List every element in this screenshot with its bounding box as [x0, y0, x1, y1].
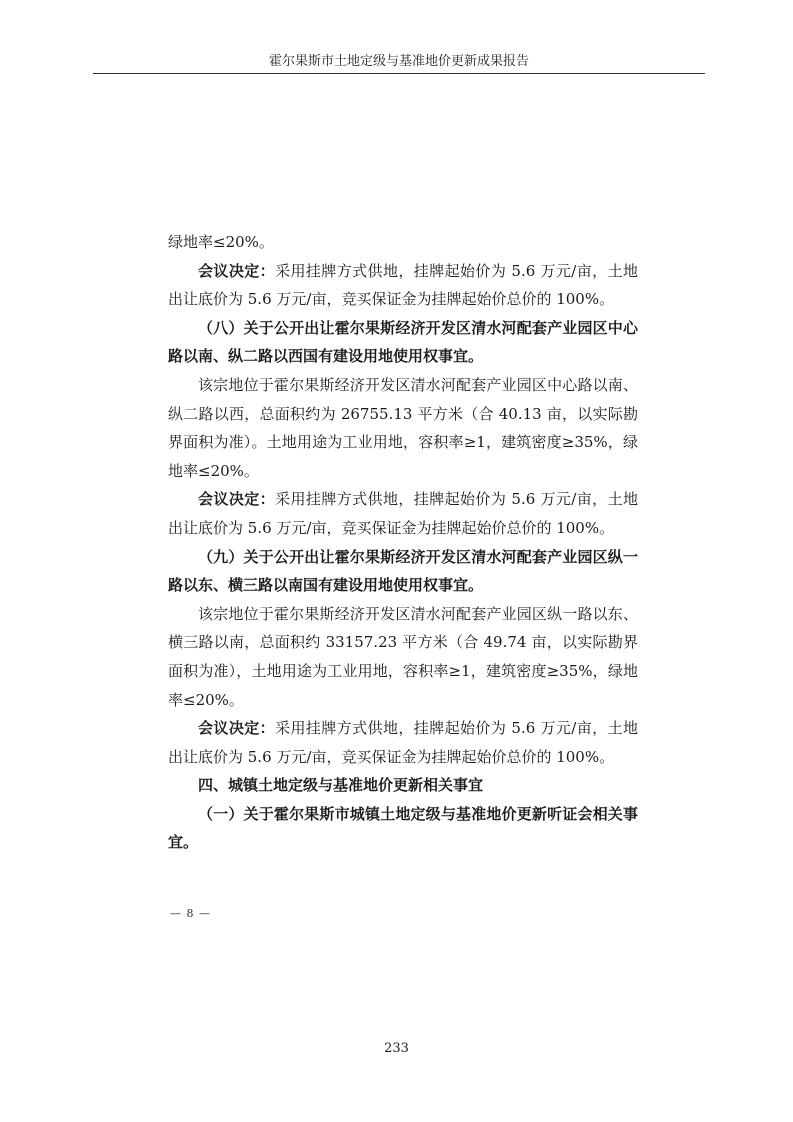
paragraph-decision-1	[168, 257, 638, 314]
decision-label: 会议决定：	[198, 719, 276, 738]
subsection-heading-1: （一）关于霍尔果斯市城镇土地定级与基准地价更新听证会相关事宜。	[168, 804, 638, 852]
paragraph-decision-2	[168, 485, 638, 542]
running-header: 霍尔果斯市土地定级与基准地价更新成果报告	[268, 54, 529, 69]
item-heading-9: （九）关于公开出让霍尔果斯经济开发区清水河配套产业园区纵一路以东、横三路以南国有建设用地使用权事宜。	[168, 547, 638, 595]
footer-page-number: 233	[384, 1041, 409, 1056]
paragraph-green-rate: 绿地率≤20%。	[168, 233, 274, 251]
decision-label: 会议决定：	[198, 261, 276, 280]
section-heading-4: 四、城镇土地定级与基准地价更新相关事宜	[198, 776, 484, 795]
decision-text: 采用挂牌方式供地，挂牌起始价为 5.6 万元/亩，土地出让底价为 5.6 万元/亩，竞买保证金为挂牌起始价总价的 100%。	[168, 261, 638, 309]
inner-page-number: — 8 —	[170, 907, 211, 920]
item-heading-8: （八）关于公开出让霍尔果斯经济开发区清水河配套产业园区中心路以南、纵二路以西国有建设用地使用权事宜。	[168, 318, 638, 366]
paragraph-decision-3	[168, 714, 638, 771]
paragraph-parcel-8: 该宗地位于霍尔果斯经济开发区清水河配套产业园区中心路以南、纵二路以西，总面积约为 26755.13 平方米（合 40.13 亩，以实际勘界面积为准）。土地用途为工业用地，容积率≥1，建筑密度≥35%，绿地率≤20%。	[168, 375, 638, 480]
paragraph-parcel-9: 该宗地位于霍尔果斯经济开发区清水河配套产业园区纵一路以东、横三路以南，总面积约 33157.23 平方米（合 49.74 亩，以实际勘界面积为准），土地用途为工业用地，容积率≥1，建筑密度≥35%，绿地率≤20%。	[168, 604, 638, 709]
decision-text: 采用挂牌方式供地，挂牌起始价为 5.6 万元/亩，土地出让底价为 5.6 万元/亩，竞买保证金为挂牌起始价总价的 100%。	[168, 490, 638, 537]
document-body	[168, 228, 638, 857]
decision-text: 采用挂牌方式供地，挂牌起始价为 5.6 万元/亩，土地出让底价为 5.6 万元/亩，竞买保证金为挂牌起始价总价的 100%。	[168, 719, 638, 766]
header-rule	[93, 73, 705, 74]
decision-label: 会议决定：	[198, 490, 276, 509]
